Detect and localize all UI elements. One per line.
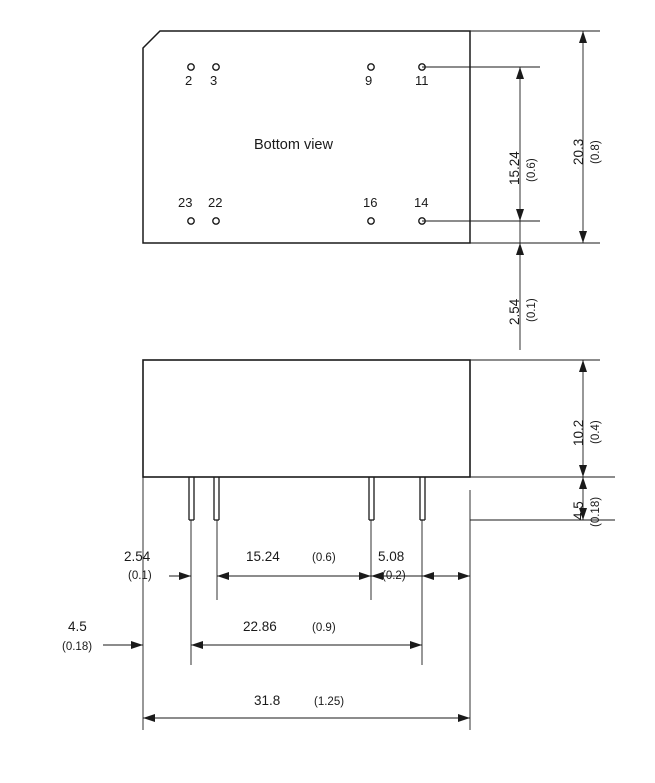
dim-label-4-5-h: 4.5 xyxy=(68,619,87,634)
pin-label-2: 2 xyxy=(185,73,193,88)
arrow-15-24-h-right xyxy=(359,572,371,580)
dim-label-10-2-inch: (0.4) xyxy=(590,420,602,444)
arrow-5-08-h-mid xyxy=(422,572,434,580)
arrow-4-5-h xyxy=(131,641,143,649)
dim-label-31-8: 31.8 xyxy=(254,693,281,708)
pin-hole-22 xyxy=(213,218,219,224)
arrow-2-54-h-right xyxy=(179,572,191,580)
dim-label-15-24-v: 15.24 xyxy=(507,151,522,185)
pin-hole-9 xyxy=(368,64,374,70)
dim-label-31-8-inch: (1.25) xyxy=(314,696,345,708)
dim-label-15-24-v-inch: (0.6) xyxy=(526,158,538,182)
arrow-15-24-down xyxy=(516,209,524,221)
dim-label-4-5-v: 4.5 xyxy=(571,501,586,520)
arrow-5-08-h-right xyxy=(458,572,470,580)
dim-label-2-54-h-inch: (0.1) xyxy=(128,570,152,582)
dim-label-15-24-h-inch: (0.6) xyxy=(312,552,336,564)
dim-label-5-08-inch: (0.2) xyxy=(382,570,406,582)
pin-label-11: 11 xyxy=(415,73,429,88)
pin-hole-23 xyxy=(188,218,194,224)
dim-label-22-86: 22.86 xyxy=(243,619,277,634)
side-view-body xyxy=(143,360,470,477)
dim-label-2-54-v-inch: (0.1) xyxy=(526,298,538,322)
arrow-10-2-down xyxy=(579,465,587,477)
arrow-31-8-left xyxy=(143,714,155,722)
bottom-view-label: Bottom view xyxy=(254,137,333,153)
dim-label-2-54-h: 2.54 xyxy=(124,549,151,564)
dim-label-10-2: 10.2 xyxy=(571,419,586,446)
dim-label-4-5-h-inch: (0.18) xyxy=(62,641,93,653)
dim-label-2-54-v: 2.54 xyxy=(507,298,522,325)
dim-label-15-24-h: 15.24 xyxy=(246,549,280,564)
dim-label-22-86-inch: (0.9) xyxy=(312,622,336,634)
dim-label-5-08: 5.08 xyxy=(378,549,405,564)
dim-label-4-5-v-inch: (0.18) xyxy=(590,496,602,527)
pin-hole-2 xyxy=(188,64,194,70)
pin-label-16: 16 xyxy=(363,195,378,210)
pin-label-9: 9 xyxy=(365,73,373,88)
arrow-20-3-down xyxy=(579,231,587,243)
dim-label-20-3: 20.3 xyxy=(571,138,586,165)
arrow-20-3-up xyxy=(579,31,587,43)
arrow-15-24-up xyxy=(516,67,524,79)
arrow-15-24-h-left xyxy=(217,572,229,580)
pin-label-22: 22 xyxy=(208,195,223,210)
pin-label-14: 14 xyxy=(414,195,429,210)
dim-label-20-3-inch: (0.8) xyxy=(590,140,602,164)
pin-hole-16 xyxy=(368,218,374,224)
arrow-2-54-down xyxy=(516,243,524,255)
pin-label-23: 23 xyxy=(178,195,193,210)
pin-label-3: 3 xyxy=(210,73,218,88)
arrow-22-86-right xyxy=(410,641,422,649)
arrow-10-2-up xyxy=(579,360,587,372)
arrow-31-8-right xyxy=(458,714,470,722)
arrow-22-86-left xyxy=(191,641,203,649)
pin-hole-3 xyxy=(213,64,219,70)
arrow-4-5-up xyxy=(579,477,587,489)
